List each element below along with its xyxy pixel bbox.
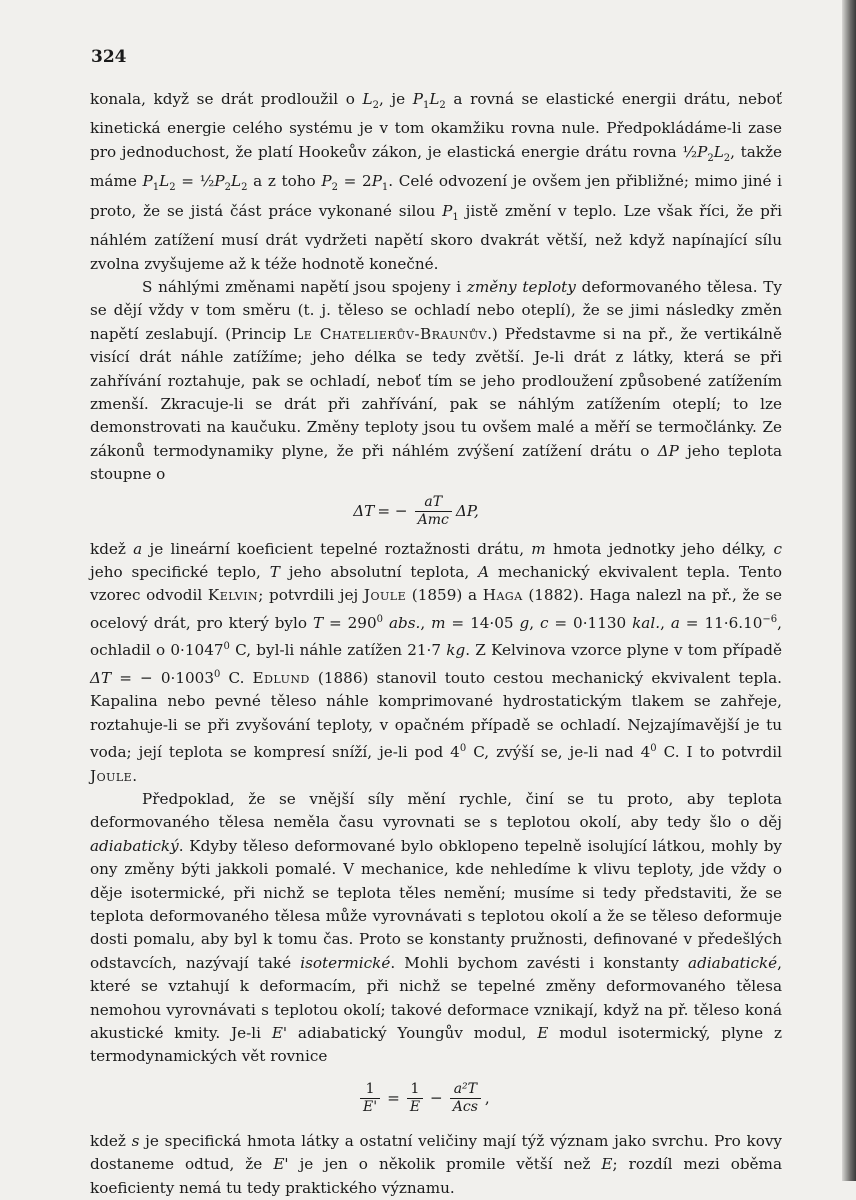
equation-kelvin: ΔT = − $\frac{aT}{\text{Amc}}$ ΔP,: [353, 494, 479, 529]
paragraph-3: kdež a je lineární koeficient tepelné roztažnosti drátu, m hmota jednotky jeho délky, c jeho specifické teplo, T jeho absolutní teplota, A mechanický ekvivalent tepla. Tento vzorec odvodil Kelvin; potvrdili jej Joule (1859) a Haga (1882). Haga nalezl na př., že se ocelový drát, pro který bylo $T = 290^0$ abs., m = 14·05 g, c = 0·1130 kal., $a = 11\cdot 6.10^{-6}$, ochladil o $0\cdot 1047^0$ C, byl-li náhle zatížen 21·7 kg. Z Kelvinova vzorce plyne v tom případě ΔT = − $0\cdot 1003^0$ C. Edlund (1886) stanovil touto cestou mechanický ekvivalent tepla. Kapalina nebo pevné těleso náhle komprimované hydrostatickým tlakem se zahřeje, roztahuje-li se při zvyšování teploty, v opačném případě se ochladí. Nejzajímavější je tu voda; její teplota se kompresí sníží, je-li pod $4^0$ C, zvýší se, je-li nad $4^0$ C. I to potvrdil Joule.: [90, 539, 783, 785]
scan-edge-shadow: [842, 0, 856, 1181]
fraction: $\frac{\text{a²T}}{\text{Acs}}$: [450, 1081, 481, 1116]
fraction: $\frac{1}{E'}$: [360, 1081, 380, 1116]
paragraph-5: kdež s je specifická hmota látky a ostatní veličiny mají týž význam jako svrchu. Pro kovy dostaneme odtud, že E' je jen o několik promile větší než E; rozdíl mezi oběma koeficienty nemá tu tedy praktického významu.: [90, 1131, 783, 1197]
body-text: [90, 88, 782, 1200]
fraction: $\frac{1}{E}$: [407, 1081, 423, 1116]
paragraph-4: Předpoklad, že se vnější síly mění rychle, činí se tu proto, aby teplota deformovaného tělesa neměla času vyrovnati se s teplotou okolí, aby tedy šlo o děj adiabatický. Kdyby těleso deformované bylo obklopeno tepelně isolující látkou, mohly by ony změny býti jakkoli pomalé. V mechanice, kde nehledíme k vlivu teploty, jde vždy o děje isotermické, při nichž se teplota těles nemění; musíme si tedy představiti, že se teplota deformovaného tělesa může vyrovnávati s teplotou okolí a že se těleso deformuje dosti pomalu, aby byl k tomu čas. Proto se konstanty pružnosti, definované v předešlých odstavcích, nazývají také isotermické. Mohli bychom zavésti i konstanty adiabatické, které se vztahují k deformacím, při nichž se tepelné změny deformovaného tělesa nemohou vyrovnávati s teplotou okolí; takové deformace vznikají, když na př. těleso koná akustické kmity. Je-li E' adiabatický Youngův modul, E modul isotermický, plyne z termodynamických vět rovnice: [90, 789, 782, 1066]
paragraph-2: S náhlými změnami napětí jsou spojeny i změny teploty deformovaného tělesa. Ty se dějí vždy v tom směru (t. j. těleso se ochladí nebo oteplí), že se jimi následky změn napětí zeslabují. (Princip Le Chatelierův-Braunův.) Představme si na př., že vertikálně visící drát náhle zatížíme; jeho délka se tedy zvětší. Je-li drát z látky, která se při zahřívání roztahuje, pak se ochladí, neboť tím se jeho prodloužení způsobené zatížením zmenší. Zkracuje-li se drát při zahřívání, pak se náhlým zatížením oteplí; to lze demonstrovati na kaučuku. Změny teploty jsou tu ovšem malé a měří se termočlánky. Ze zákonů termodynamiky plyne, že při náhlém zvýšení zatížení drátu o ΔP jeho teplota stoupne o: [90, 277, 783, 484]
page-number: 324: [91, 47, 127, 67]
fraction: $\frac{aT}{\text{Amc}}$: [415, 494, 452, 529]
paragraph-1: konala, když se drát prodloužil o $L_2$, je $P_1L_2$ a rovná se elastické energii drátu, neboť kinetická energie celého systému je v tom okamžiku rovna nule. Předpokládáme-li zase pro jednoduchost, že platí Hookeův zákon, je elastická energie drátu rovna $\frac{1}{2}P_2L_2$, takže máme $P_1L_2$ = $\frac{1}{2}P_2L_2$ a z toho $P_2 = 2P_1$. Celé odvození je ovšem jen přibližné; mimo jiné i proto, že se jistá část práce vykonané silou $P_1$ jistě změní v teplo. Lze však říci, že při náhlém zatížení musí drát vydržeti napětí skoro dvakrát větší, než když napínající sílu zvolna zvyšujeme až k téže hodnotě konečné.: [90, 90, 783, 273]
equation-adiabatic-modulus: $\frac{1}{E'}$ = $\frac{1}{E}$ − $\frac{\text{a²T}}{\text{Acs}}$ ,: [90, 1072, 782, 1126]
